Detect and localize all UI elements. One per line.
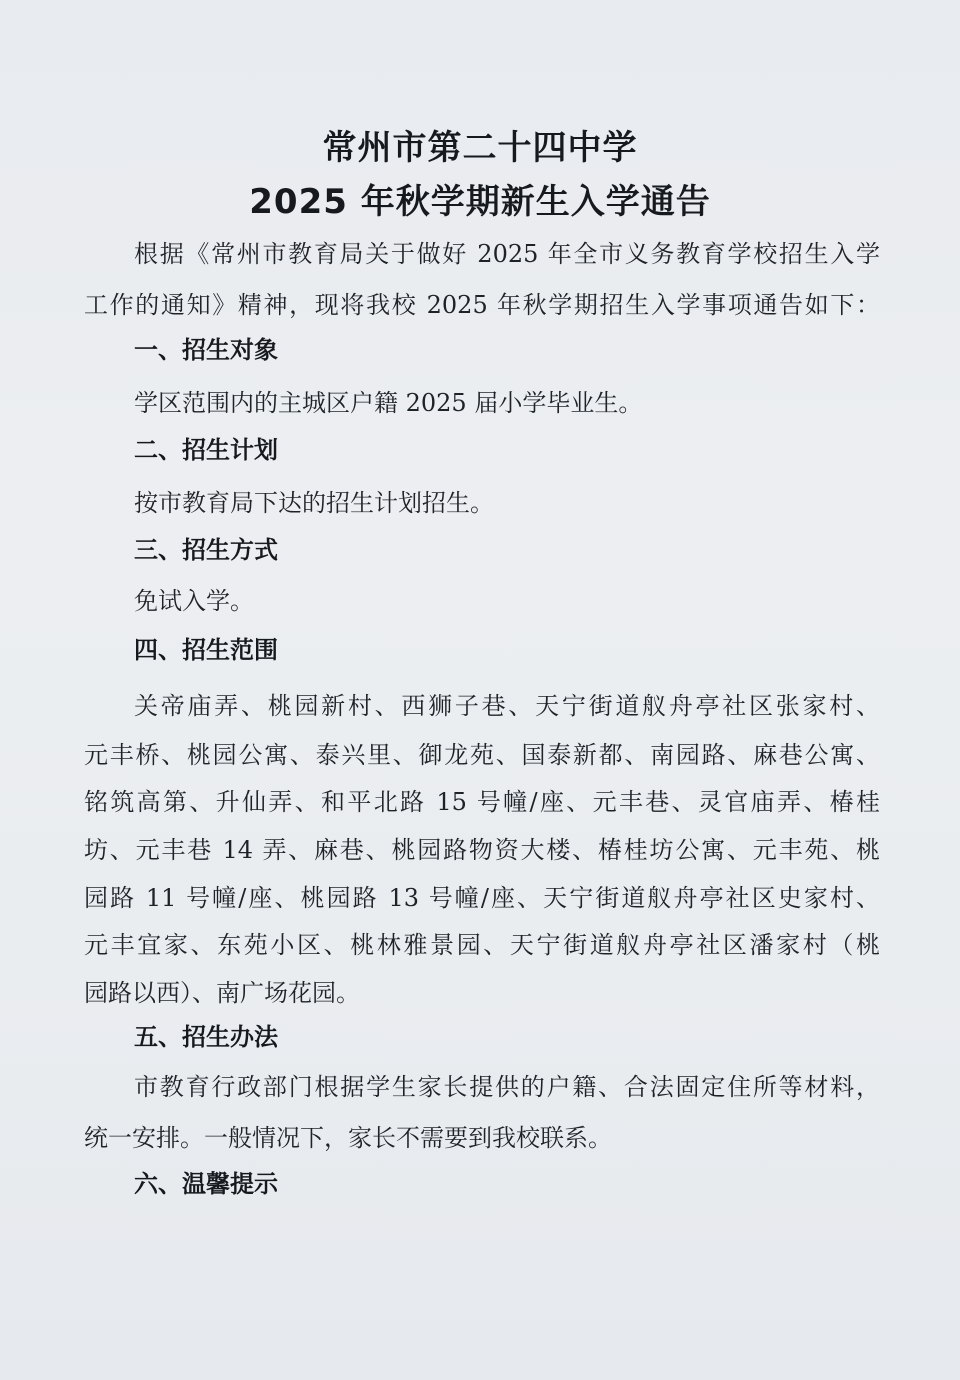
scope-line: 铭筑高第、升仙弄、和平北路 15 号幢/座、元丰巷、灵官庙弄、椿桂 <box>84 788 880 816</box>
section-heading-procedure: 五、招生办法 <box>134 1023 278 1051</box>
scope-line: 元丰宜家、东苑小区、桃林雅景园、天宁街道舣舟亭社区潘家村（桃 <box>84 931 880 959</box>
document-title-notice: 2025 年秋学期新生入学通告 <box>249 182 711 222</box>
scope-line: 园路 11 号幢/座、桃园路 13 号幢/座、天宁街道舣舟亭社区史家村、 <box>84 884 880 912</box>
scope-line: 元丰桥、桃园公寓、泰兴里、御龙苑、国泰新都、南园路、麻巷公寓、 <box>84 741 880 769</box>
section-heading-tips: 六、温馨提示 <box>134 1170 278 1198</box>
intro-line-2: 工作的通知》精神，现将我校 2025 年秋学期招生入学事项通告如下： <box>84 291 880 319</box>
section-heading-plan: 二、招生计划 <box>134 436 278 464</box>
section-text-target: 学区范围内的主城区户籍 2025 届小学毕业生。 <box>134 389 643 417</box>
section-heading-scope: 四、招生范围 <box>134 636 278 664</box>
section-heading-target: 一、招生对象 <box>134 336 278 364</box>
intro-line-1: 根据《常州市教育局关于做好 2025 年全市义务教育学校招生入学 <box>134 240 880 268</box>
section-heading-method: 三、招生方式 <box>134 536 278 564</box>
section-text-method: 免试入学。 <box>134 587 254 615</box>
scope-line: 坊、元丰巷 14 弄、麻巷、桃园路物资大楼、椿桂坊公寓、元丰苑、桃 <box>84 836 880 864</box>
scope-line: 园路以西）、南广场花园。 <box>84 979 360 1007</box>
document-title-school: 常州市第二十四中学 <box>322 128 638 168</box>
section-text-plan: 按市教育局下达的招生计划招生。 <box>134 489 494 517</box>
procedure-line: 市教育行政部门根据学生家长提供的户籍、合法固定住所等材料， <box>134 1073 880 1101</box>
procedure-line: 统一安排。一般情况下，家长不需要到我校联系。 <box>84 1124 612 1152</box>
scope-line: 关帝庙弄、桃园新村、西狮子巷、天宁街道舣舟亭社区张家村、 <box>134 692 880 720</box>
